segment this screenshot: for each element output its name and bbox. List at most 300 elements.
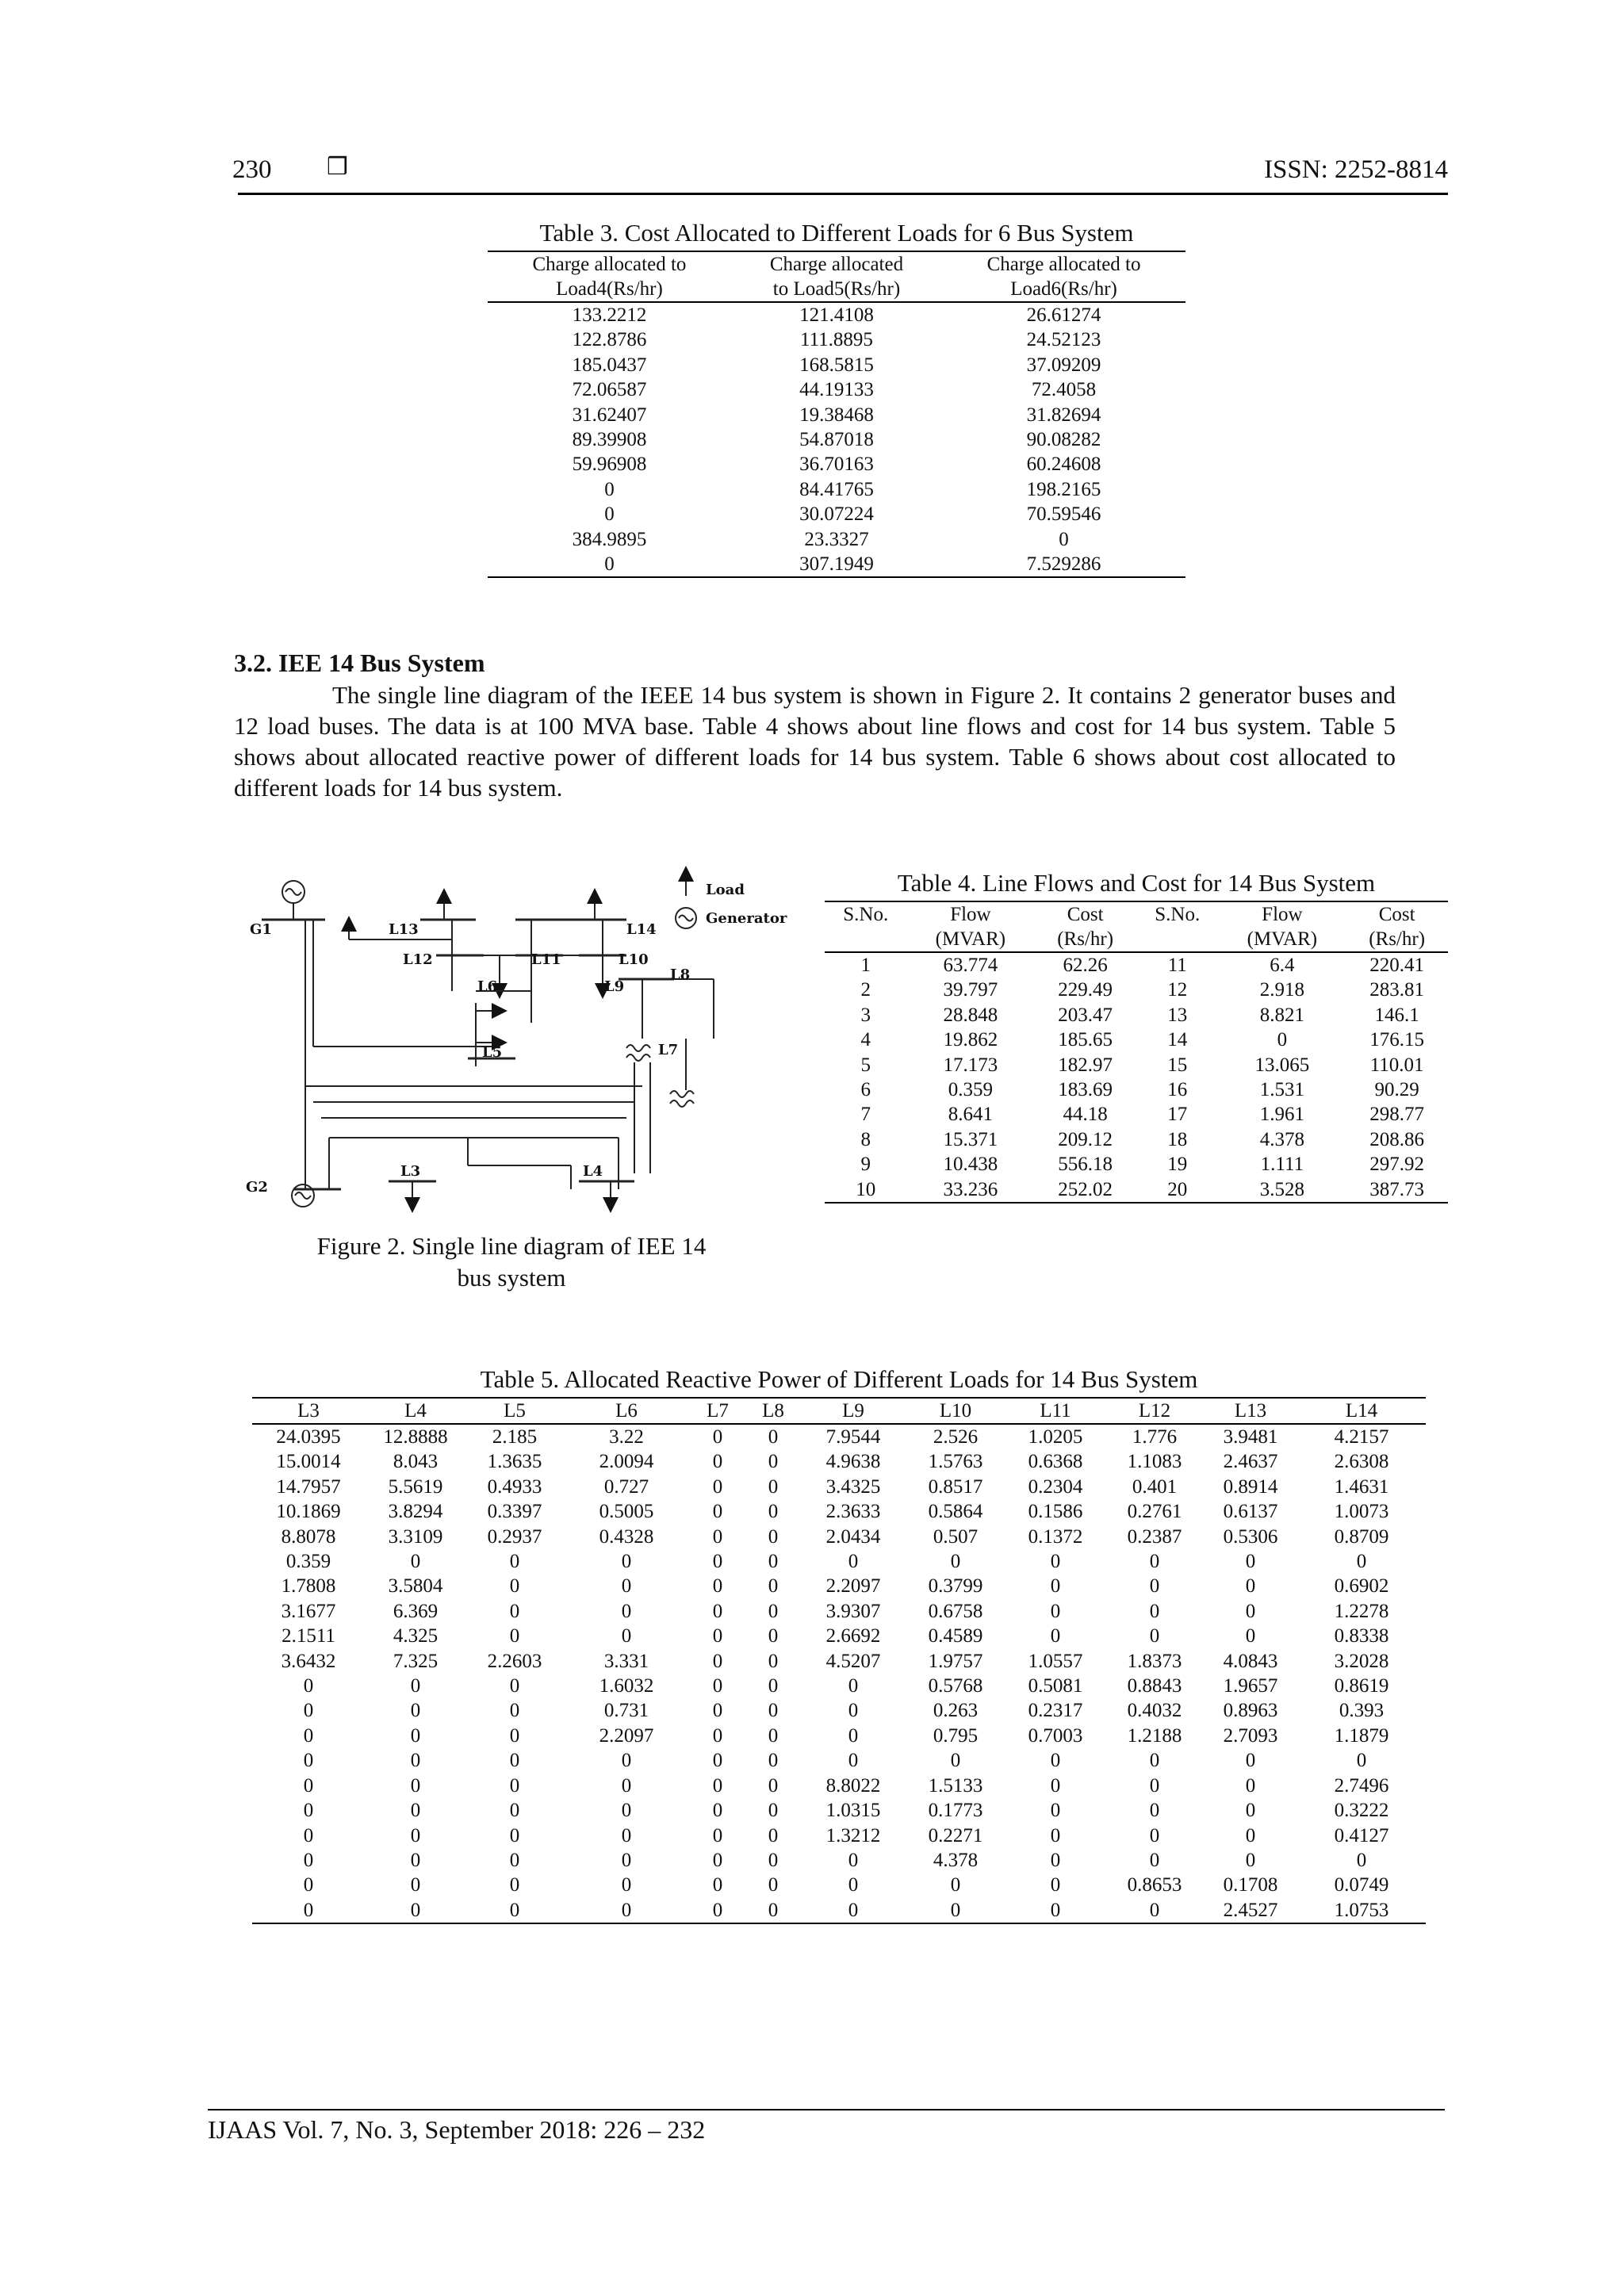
table-cell: 0 — [410, 1824, 421, 1846]
table-cell: 0 — [509, 1551, 520, 1573]
table-cell: 0 — [604, 553, 615, 576]
table-cell: 0 — [509, 1600, 520, 1622]
column-header — [731, 251, 942, 302]
table-cell: 0 — [509, 1800, 520, 1822]
table-cell: 0 — [768, 1774, 779, 1797]
table-row — [252, 1574, 1426, 1598]
column-header: L9 — [842, 1400, 864, 1422]
column-header: L14 — [1345, 1400, 1378, 1422]
table-cell: 39.797 — [943, 979, 998, 1001]
table-cell: 0 — [768, 1451, 779, 1473]
table-cell: 0.6368 — [1028, 1451, 1083, 1473]
table-cell: 0 — [1050, 1575, 1061, 1598]
table-cell: 3.2028 — [1334, 1650, 1389, 1672]
table-cell: 62.26 — [1063, 955, 1108, 976]
table-cell: 384.9895 — [572, 528, 647, 550]
table-cell: 8.641 — [948, 1104, 994, 1126]
table-cell: 3.4325 — [825, 1475, 881, 1498]
table-cell: 0.5864 — [928, 1501, 983, 1523]
table-row — [488, 452, 1185, 476]
table-cell: 0.8963 — [1223, 1700, 1278, 1722]
table-cell: 0 — [712, 1650, 723, 1672]
table-cell: 0 — [768, 1426, 779, 1448]
table-cell: 0 — [303, 1849, 314, 1871]
table-cell: 5 — [860, 1054, 871, 1076]
table-cell: 229.49 — [1058, 979, 1113, 1001]
table-cell: 146.1 — [1374, 1004, 1419, 1026]
column-header — [1136, 901, 1219, 952]
table-cell: 0 — [303, 1874, 314, 1896]
label-l6: L6 — [477, 978, 498, 995]
column-header: L13 — [1234, 1400, 1267, 1422]
label-l5: L5 — [482, 1044, 503, 1061]
table-cell: 6.369 — [393, 1600, 439, 1622]
table-cell: 0 — [509, 1700, 520, 1722]
table-cell: 3.331 — [603, 1650, 649, 1672]
table-cell: 30.07224 — [799, 503, 874, 526]
table-cell: 0 — [410, 1874, 421, 1896]
column-header: L3 — [297, 1400, 320, 1422]
table-cell: 0 — [712, 1525, 723, 1548]
table-row — [825, 1177, 1448, 1203]
column-header: L6 — [615, 1400, 638, 1422]
column-header-line — [1136, 927, 1219, 951]
table-cell: 0 — [1149, 1600, 1160, 1622]
table-cell: 0.6902 — [1334, 1575, 1389, 1598]
table-cell: 1.5133 — [928, 1774, 983, 1797]
issn: ISSN: 2252-8814 — [1264, 155, 1448, 184]
table-cell: 0 — [621, 1600, 632, 1622]
table-cell: 4.2157 — [1334, 1426, 1389, 1448]
table-cell: 15.371 — [943, 1128, 998, 1150]
table-row — [825, 1003, 1448, 1027]
table-cell: 0.8914 — [1223, 1475, 1278, 1498]
table-cell: 0 — [768, 1501, 779, 1523]
table-cell: 0 — [1149, 1575, 1160, 1598]
table-cell: 185.0437 — [572, 354, 647, 376]
table-cell: 8.8078 — [281, 1525, 336, 1548]
table-cell: 0.731 — [603, 1700, 649, 1722]
table-cell: 0.7003 — [1028, 1724, 1083, 1747]
table-cell: 1.776 — [1132, 1426, 1178, 1448]
table-cell: 0 — [410, 1750, 421, 1772]
table-cell: 556.18 — [1058, 1154, 1113, 1176]
table-cell: 44.19133 — [799, 379, 874, 401]
table-cell: 4.378 — [933, 1849, 979, 1871]
table-cell: 7.529286 — [1026, 553, 1101, 576]
table-cell: 0.8517 — [928, 1475, 983, 1498]
table-cell: 0 — [1245, 1600, 1256, 1622]
table-cell: 2.6308 — [1334, 1451, 1389, 1473]
column-header-line: Charge allocated to — [986, 254, 1141, 275]
table-cell: 0 — [712, 1625, 723, 1647]
table-cell: 4 — [860, 1029, 871, 1051]
table-cell: 1.1879 — [1334, 1724, 1389, 1747]
table-cell: 0 — [410, 1774, 421, 1797]
table-cell: 0 — [1050, 1600, 1061, 1622]
table-cell: 0 — [1050, 1849, 1061, 1871]
table-cell: 111.8895 — [800, 329, 873, 351]
column-header — [488, 251, 731, 302]
table-cell: 8.8022 — [825, 1774, 881, 1797]
label-l13: L13 — [389, 921, 419, 938]
table-cell: 1.1083 — [1127, 1451, 1182, 1473]
column-header — [825, 901, 907, 952]
table-cell: 1.4631 — [1334, 1475, 1389, 1498]
table-row — [252, 1674, 1426, 1698]
column-header-line: S.No. — [1155, 904, 1201, 925]
table-cell: 283.81 — [1369, 979, 1424, 1001]
table-cell: 10.1869 — [276, 1501, 341, 1523]
column-header-line: Cost — [1067, 904, 1104, 925]
table-row — [825, 1053, 1448, 1077]
table-row — [825, 1077, 1448, 1102]
table-row — [252, 1748, 1426, 1773]
table-cell: 0 — [1050, 1774, 1061, 1797]
table-cell: 1.531 — [1259, 1079, 1304, 1101]
table-cell: 1.8373 — [1127, 1650, 1182, 1672]
column-header — [1346, 901, 1448, 952]
column-header: L8 — [762, 1400, 784, 1422]
table-cell: 0 — [712, 1899, 723, 1921]
table-cell: 0 — [848, 1551, 859, 1573]
table-cell: 2.2603 — [487, 1650, 542, 1672]
table-cell: 28.848 — [943, 1004, 998, 1026]
table-cell: 19.862 — [943, 1029, 998, 1051]
table-cell: 1.0073 — [1334, 1501, 1389, 1523]
table-cell: 2.7093 — [1223, 1724, 1278, 1747]
table-cell: 176.15 — [1369, 1029, 1424, 1051]
table-cell: 0 — [509, 1899, 520, 1921]
table-row — [252, 1424, 1426, 1449]
label-l11: L11 — [531, 951, 561, 968]
table-cell: 0 — [1356, 1551, 1367, 1573]
table-cell: 2.0434 — [825, 1525, 881, 1548]
column-header-line: Cost — [1378, 904, 1415, 925]
table-cell: 0 — [712, 1774, 723, 1797]
table-cell: 0 — [768, 1800, 779, 1822]
table-row — [488, 403, 1185, 427]
table-cell: 10.438 — [943, 1154, 998, 1176]
table-cell: 0 — [712, 1551, 723, 1573]
table-row — [825, 952, 1448, 978]
table-cell: 20 — [1167, 1178, 1188, 1200]
table-cell: 0 — [303, 1899, 314, 1921]
table-cell: 0 — [712, 1800, 723, 1822]
table-cell: 0 — [410, 1724, 421, 1747]
table-row — [252, 1449, 1426, 1474]
table-cell: 15 — [1167, 1054, 1188, 1076]
figure2-caption-line1: Figure 2. Single line diagram of IEE 14 — [316, 1232, 707, 1260]
label-l12: L12 — [403, 951, 433, 968]
table-row — [488, 377, 1185, 402]
table-cell: 0 — [712, 1600, 723, 1622]
single-line-diagram — [230, 864, 809, 1213]
table-cell: 0.2937 — [487, 1525, 542, 1548]
table-cell: 0 — [1050, 1551, 1061, 1573]
table-cell: 3.5804 — [388, 1575, 443, 1598]
table-cell: 0 — [303, 1675, 314, 1697]
table-cell: 0.4127 — [1334, 1824, 1389, 1846]
section-heading: 3.2. IEE 14 Bus System — [234, 649, 485, 677]
table-cell: 0 — [1149, 1849, 1160, 1871]
table-row — [252, 1599, 1426, 1624]
table-cell: 89.39908 — [572, 429, 647, 451]
table-cell: 220.41 — [1369, 955, 1424, 976]
table-cell: 0 — [509, 1675, 520, 1697]
table-cell: 0 — [410, 1800, 421, 1822]
table-cell: 36.70163 — [799, 453, 874, 476]
table-cell: 0.0749 — [1334, 1874, 1389, 1896]
table-cell: 0 — [509, 1849, 520, 1871]
table-cell: 70.59546 — [1026, 503, 1101, 526]
table-cell: 0 — [768, 1874, 779, 1896]
table-cell: 14 — [1167, 1029, 1188, 1051]
table-cell: 2.4527 — [1223, 1899, 1278, 1921]
table-cell: 14.7957 — [276, 1475, 341, 1498]
table-cell: 0.8843 — [1127, 1675, 1182, 1697]
table-cell: 0 — [1245, 1824, 1256, 1846]
table-cell: 1.2188 — [1127, 1724, 1182, 1747]
table-cell: 0 — [712, 1501, 723, 1523]
table-cell: 183.69 — [1058, 1079, 1113, 1101]
table-cell: 0 — [712, 1451, 723, 1473]
table-cell: 0.2761 — [1127, 1501, 1182, 1523]
table-cell: 0.401 — [1132, 1475, 1178, 1498]
table-cell: 2.918 — [1259, 979, 1304, 1001]
label-l14: L14 — [626, 921, 657, 938]
table-cell: 0 — [1050, 1899, 1061, 1921]
table-row — [252, 1724, 1426, 1748]
table-cell: 33.236 — [943, 1178, 998, 1200]
table-cell: 1.2278 — [1334, 1600, 1389, 1622]
table-cell: 0 — [768, 1675, 779, 1697]
table-cell: 0 — [1245, 1849, 1256, 1871]
column-header-line: Flow — [950, 904, 991, 925]
table-cell: 0 — [950, 1750, 961, 1772]
table-cell: 0 — [509, 1824, 520, 1846]
table-cell: 8.821 — [1259, 1004, 1304, 1026]
column-header-line: S.No. — [843, 904, 889, 925]
table-cell: 0 — [768, 1849, 779, 1871]
table-cell: 0 — [509, 1874, 520, 1896]
table-cell: 0 — [950, 1899, 961, 1921]
table-cell: 0 — [410, 1675, 421, 1697]
table-cell: 297.92 — [1369, 1154, 1424, 1176]
table-cell: 0 — [1149, 1750, 1160, 1772]
table-cell: 0 — [410, 1899, 421, 1921]
table-cell: 0 — [621, 1575, 632, 1598]
table3 — [488, 251, 1185, 578]
table3-caption: Table 3. Cost Allocated to Different Loads for 6 Bus System — [539, 219, 1134, 247]
table-row — [252, 1624, 1426, 1648]
table-cell: 15.0014 — [276, 1451, 341, 1473]
table-cell: 0 — [303, 1700, 314, 1722]
table-row — [825, 1152, 1448, 1177]
table-cell: 1.0557 — [1028, 1650, 1083, 1672]
table-cell: 0 — [712, 1724, 723, 1747]
table-cell: 0 — [768, 1551, 779, 1573]
table-cell: 0 — [950, 1551, 961, 1573]
table-row — [252, 1798, 1426, 1823]
table-row — [825, 1127, 1448, 1152]
table-cell: 0 — [768, 1899, 779, 1921]
table-row — [825, 1027, 1448, 1052]
table-cell: 19 — [1167, 1154, 1188, 1176]
table-row — [252, 1873, 1426, 1897]
table-cell: 0 — [1059, 528, 1069, 550]
table-cell: 0 — [1245, 1774, 1256, 1797]
table-row — [488, 477, 1185, 502]
table-cell: 0.5768 — [928, 1675, 983, 1697]
column-header: L4 — [404, 1400, 427, 1422]
table-cell: 0 — [1149, 1774, 1160, 1797]
table-cell: 0.1708 — [1223, 1874, 1278, 1896]
column-header-line: (Rs/hr) — [1369, 928, 1426, 950]
table-cell: 0.1773 — [928, 1800, 983, 1822]
column-header-line — [825, 927, 907, 951]
table-cell: 0.8709 — [1334, 1525, 1389, 1548]
table-cell: 2.2097 — [599, 1724, 654, 1747]
column-header — [1034, 901, 1136, 952]
table-cell: 2.7496 — [1334, 1774, 1389, 1797]
table-cell: 1 — [860, 955, 871, 976]
table-cell: 13 — [1167, 1004, 1188, 1026]
table-cell: 2.0094 — [599, 1451, 654, 1473]
column-header: L10 — [939, 1400, 972, 1422]
table-cell: 0 — [768, 1700, 779, 1722]
table-cell: 2.526 — [933, 1426, 979, 1448]
table-row — [488, 327, 1185, 352]
table-row — [252, 1475, 1426, 1499]
table-cell: 0 — [1245, 1800, 1256, 1822]
table-cell: 18 — [1167, 1128, 1188, 1150]
header-rule — [238, 193, 1448, 195]
table-cell: 0 — [1277, 1029, 1288, 1051]
label-l10: L10 — [619, 951, 649, 968]
table-cell: 7.325 — [393, 1650, 439, 1672]
table-cell: 387.73 — [1369, 1178, 1424, 1200]
table-cell: 0.2271 — [928, 1824, 983, 1846]
table-cell: 7.9544 — [825, 1426, 881, 1448]
table-cell: 185.65 — [1058, 1029, 1113, 1051]
table-cell: 198.2165 — [1026, 478, 1101, 500]
table-cell: 0 — [1245, 1750, 1256, 1772]
table-row — [488, 502, 1185, 526]
table-cell: 1.961 — [1259, 1104, 1304, 1126]
table-row — [488, 302, 1185, 327]
column-header-line: Load6(Rs/hr) — [1010, 278, 1117, 300]
table-cell: 3.1677 — [281, 1600, 336, 1622]
table-cell: 0 — [712, 1750, 723, 1772]
table-cell: 44.18 — [1063, 1104, 1108, 1126]
table-cell: 0 — [621, 1800, 632, 1822]
table-cell: 0.4933 — [487, 1475, 542, 1498]
table-cell: 0 — [509, 1724, 520, 1747]
table-cell: 0.8653 — [1127, 1874, 1182, 1896]
table-cell: 2.4637 — [1223, 1451, 1278, 1473]
table-cell: 0 — [1149, 1551, 1160, 1573]
table-cell: 0.3397 — [487, 1501, 542, 1523]
table-cell: 4.9638 — [825, 1451, 881, 1473]
table-cell: 2.2097 — [825, 1575, 881, 1598]
table-cell: 0.359 — [285, 1551, 331, 1573]
table-cell: 8.043 — [393, 1451, 439, 1473]
table-cell: 0 — [848, 1899, 859, 1921]
table-cell: 31.62407 — [572, 404, 647, 426]
table-row — [252, 1848, 1426, 1873]
table-cell: 110.01 — [1369, 1054, 1424, 1076]
table-cell: 0 — [712, 1475, 723, 1498]
table-cell: 0.8338 — [1334, 1625, 1389, 1647]
table-cell: 0 — [712, 1824, 723, 1846]
table-cell: 0 — [303, 1724, 314, 1747]
table-cell: 0 — [848, 1724, 859, 1747]
table-cell: 0.6758 — [928, 1600, 983, 1622]
table-cell: 0 — [950, 1874, 961, 1896]
table-cell: 1.3212 — [825, 1824, 881, 1846]
table-cell: 0 — [1050, 1750, 1061, 1772]
table-cell: 0 — [604, 503, 615, 526]
table-row — [488, 552, 1185, 577]
table-cell: 1.0205 — [1028, 1426, 1083, 1448]
table-cell: 209.12 — [1058, 1128, 1113, 1150]
table-cell: 0 — [410, 1849, 421, 1871]
table-cell: 0 — [768, 1525, 779, 1548]
table-cell: 0.5081 — [1028, 1675, 1083, 1697]
table-cell: 72.06587 — [572, 379, 647, 401]
table-cell: 0.393 — [1339, 1700, 1385, 1722]
table-cell: 17.173 — [943, 1054, 998, 1076]
table-cell: 0 — [768, 1724, 779, 1747]
table-cell: 203.47 — [1058, 1004, 1113, 1026]
table-cell: 6 — [860, 1079, 871, 1101]
column-header-line: to Load5(Rs/hr) — [772, 278, 901, 300]
table-row — [825, 978, 1448, 1002]
label-l8: L8 — [670, 966, 691, 983]
column-header-line: Charge allocated to — [532, 254, 687, 275]
table-cell: 0.3799 — [928, 1575, 983, 1598]
table-cell: 0 — [303, 1824, 314, 1846]
table-cell: 1.7808 — [281, 1575, 336, 1598]
table-cell: 0.263 — [933, 1700, 979, 1722]
table-row — [252, 1549, 1426, 1574]
table-row — [252, 1525, 1426, 1549]
footer-citation: IJAAS Vol. 7, No. 3, September 2018: 226 – 232 — [208, 2115, 706, 2144]
table-cell: 31.82694 — [1026, 404, 1101, 426]
table-cell: 2 — [860, 979, 871, 1001]
table-cell: 0 — [768, 1600, 779, 1622]
table-cell: 0 — [621, 1824, 632, 1846]
table-cell: 0 — [768, 1824, 779, 1846]
table-cell: 168.5815 — [799, 354, 874, 376]
table5-caption: Table 5. Allocated Reactive Power of Different Loads for 14 Bus System — [480, 1365, 1198, 1393]
table-cell: 24.0395 — [276, 1426, 341, 1448]
table-cell: 90.29 — [1374, 1079, 1419, 1101]
table-cell: 121.4108 — [799, 304, 874, 326]
table-row — [488, 427, 1185, 452]
table4-caption: Table 4. Line Flows and Cost for 14 Bus System — [897, 869, 1376, 897]
table-row — [252, 1774, 1426, 1798]
table-cell: 3.9481 — [1223, 1426, 1278, 1448]
label-g1: G1 — [250, 921, 272, 938]
table-cell: 10 — [856, 1178, 876, 1200]
table-cell: 0 — [1245, 1551, 1256, 1573]
table-cell: 298.77 — [1369, 1104, 1424, 1126]
table-cell: 0 — [621, 1750, 632, 1772]
table-cell: 0 — [1050, 1800, 1061, 1822]
table-cell: 2.1511 — [282, 1625, 335, 1647]
